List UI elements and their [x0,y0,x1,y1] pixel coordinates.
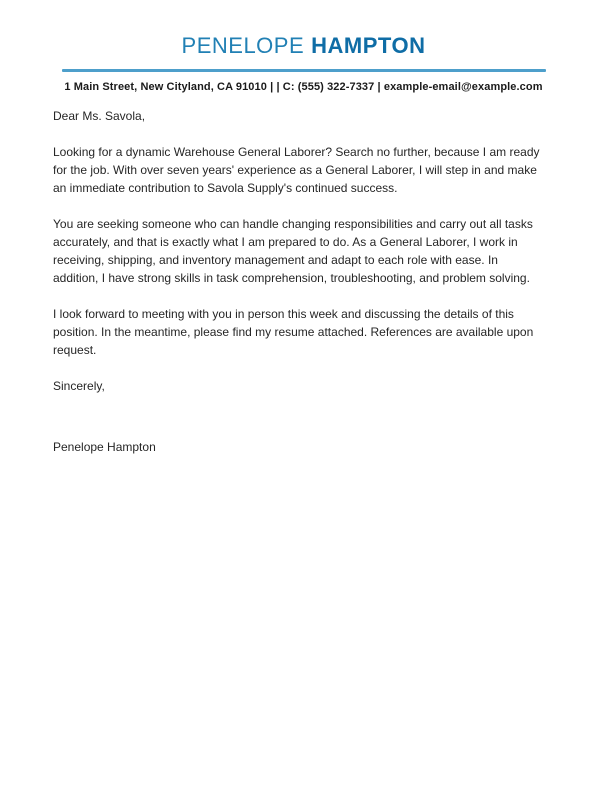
letter-paragraph-1: Looking for a dynamic Warehouse General Laborer? Search no further, because I am ready for the job. With over seven years' experience as a General Laborer, I will step in and make an immediate contribution to Savola Supply's continued success. [53,145,540,195]
letter-paragraph-3: I look forward to meeting with you in person this week and discussing the details of this position. In the meantime, please find my resume attached. References are available upon request. [53,307,534,357]
contact-info: 1 Main Street, New Cityland, CA 91010 | | C: (555) 322-7337 | example-email@example.com [64,81,543,93]
letter-body [53,107,545,456]
signature-name: Penelope Hampton [53,440,156,454]
applicant-last-name: HAMPTON [311,33,426,58]
letter-paragraph-2: You are seeking someone who can handle changing responsibilities and carry out all tasks accurately, and that is exactly what I am prepared to do. As a General Laborer, I work in receiving, shipping, and inventory management and adapt to each role with ease. In addition, I have strong skills in task comprehension, troubleshooting, and problem solving. [53,217,533,285]
page-title [0,33,607,59]
closing: Sincerely, [53,379,105,393]
applicant-first-name: PENELOPE [181,33,305,58]
header-divider [62,69,546,72]
salutation: Dear Ms. Savola, [53,109,146,123]
